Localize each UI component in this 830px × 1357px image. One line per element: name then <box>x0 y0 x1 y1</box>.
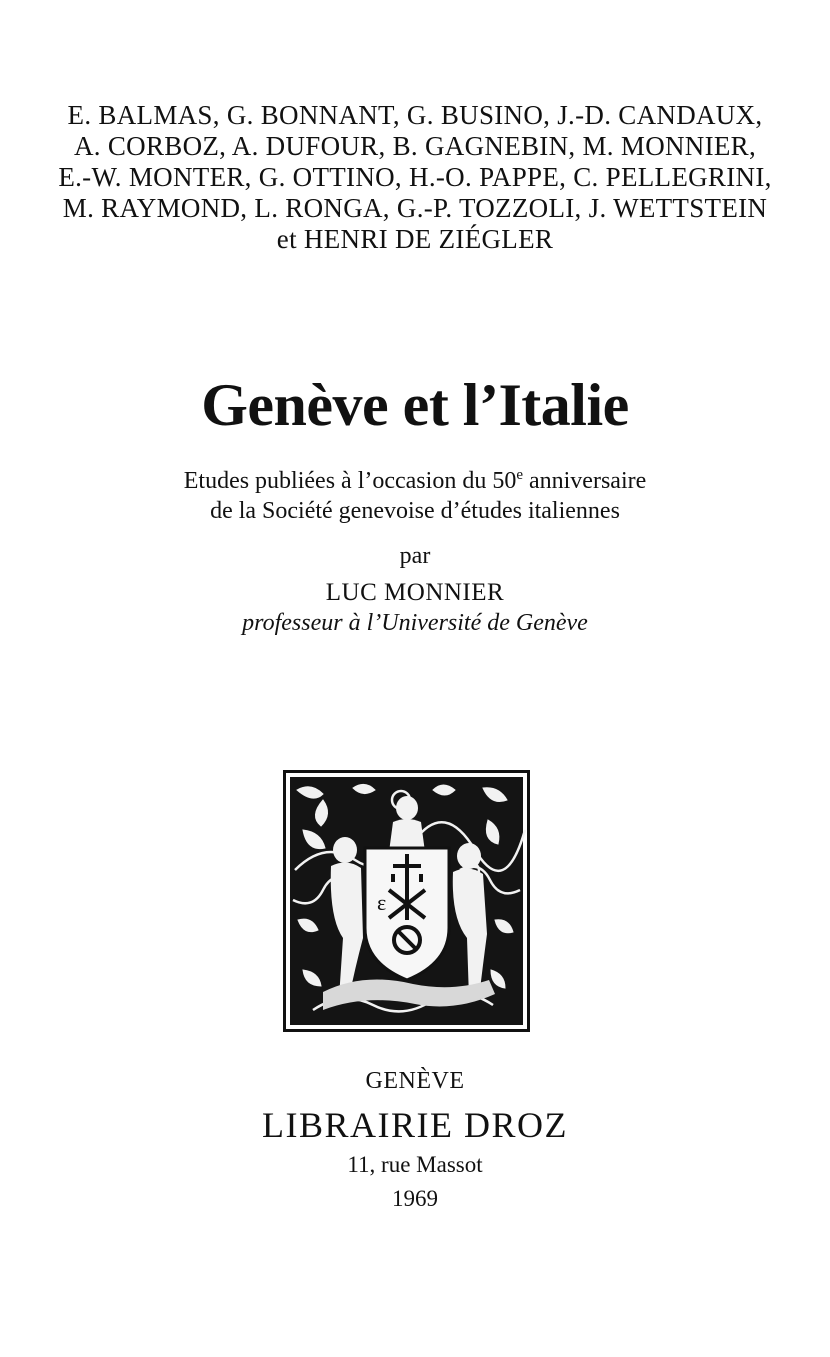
authors-line: M. RAYMOND, L. RONGA, G.-P. TOZZOLI, J. WETTSTEIN <box>62 193 768 223</box>
subtitle-line-1 <box>0 466 830 496</box>
ordinal-superscript: e <box>516 467 523 483</box>
authors-line: E.-W. MONTER, G. OTTINO, H.-O. PAPPE, C. PELLEGRINI, <box>58 162 772 192</box>
subtitle-text: Etudes publiées à l’occasion du 50 <box>183 468 517 494</box>
publication-year: 1969 <box>392 1186 438 1211</box>
subtitle <box>0 466 830 526</box>
authors-line: A. CORBOZ, A. DUFOUR, B. GAGNEBIN, M. MONNIER, <box>73 131 757 161</box>
printer-device-icon <box>283 770 530 1032</box>
editor-name: LUC MONNIER <box>325 579 505 606</box>
authors-block <box>0 100 830 255</box>
publisher-address: 11, rue Massot <box>347 1152 483 1177</box>
editor-role: professeur à l’Université de Genève <box>242 610 588 636</box>
by-label: par <box>399 543 431 569</box>
imprint-city: GENÈVE <box>365 1068 465 1094</box>
subtitle-line-2: de la Société genevoise d’études italiennes <box>210 498 620 524</box>
book-title: Genève et l’Italie <box>201 372 629 438</box>
authors-line: E. BALMAS, G. BONNANT, G. BUSINO, J.-D. CANDAUX, <box>67 100 763 130</box>
subtitle-text: anniversaire <box>522 468 647 494</box>
authors-line: et HENRI DE ZIÉGLER <box>276 224 554 254</box>
monogram-letter: ε <box>377 890 387 915</box>
publisher-name: LIBRAIRIE DROZ <box>262 1105 568 1145</box>
